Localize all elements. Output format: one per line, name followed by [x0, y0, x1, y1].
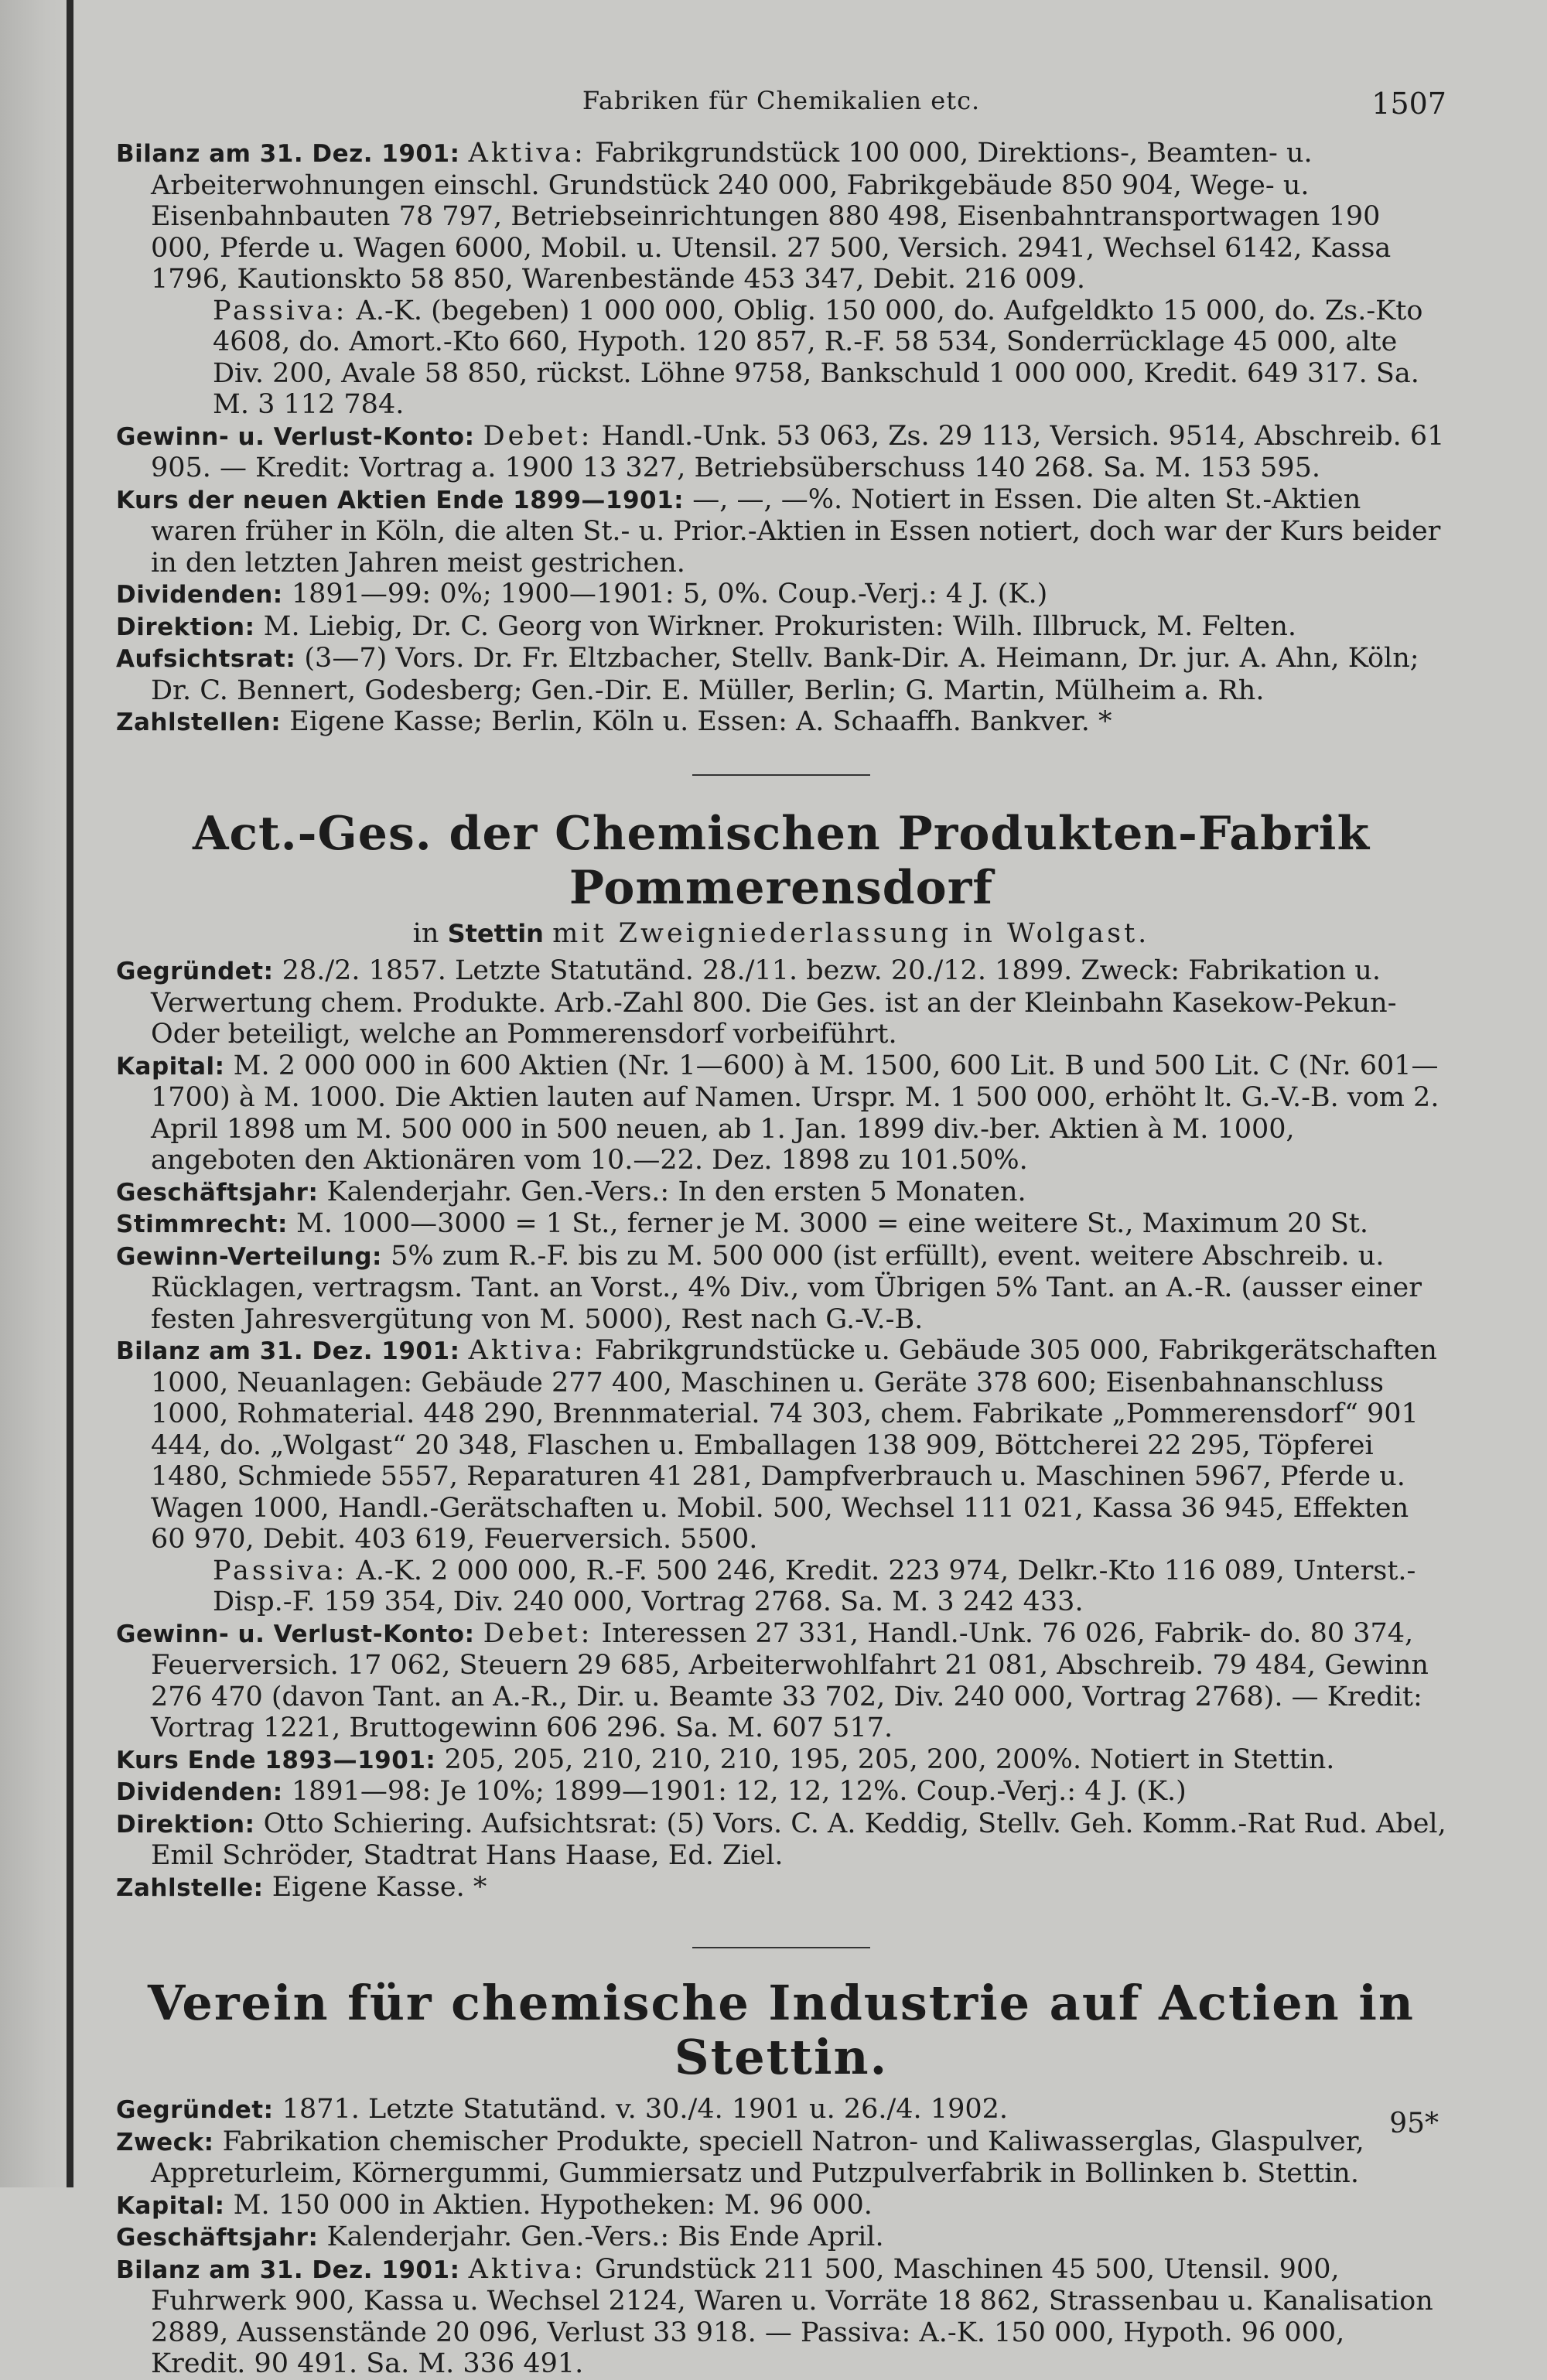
entry-paragraph — [116, 955, 1446, 1050]
entry-text: Kalenderjahr. Gen.-Vers.: Bis Ende April. — [326, 2221, 884, 2252]
entry-text: Eigene Kasse. * — [271, 1871, 487, 1903]
entry-label: Geschäftsjahr: — [116, 1178, 319, 1207]
entry-paragraph — [116, 2126, 1446, 2190]
entry-paragraph — [116, 138, 1446, 295]
entry-spaced-heading: Debet: — [483, 420, 593, 452]
entry-label: Kapital: — [116, 1052, 225, 1081]
company-title-verein: Verein für chemische Industrie auf Actien in Stettin. — [148, 1975, 1415, 2085]
entry-paragraph — [116, 579, 1446, 611]
entry-label: Gewinn-Verteilung: — [116, 1242, 382, 1271]
entry-text: Handl.-Unk. 53 063, Zs. 29 113, Versich. 9514, Abschreib. 61 905. — Kredit: Vortrag a. 1900 13 327, Betriebsüberschuss 140 268. Sa. M. 153 595. — [151, 420, 1445, 483]
entry-paragraph — [116, 706, 1446, 739]
entry-label: Bilanz am 31. Dez. 1901: — [116, 1337, 460, 1365]
entry-text: M. Liebig, Dr. C. Georg von Wirkner. Prokuristen: Wilh. Illbruck, M. Felten. — [263, 610, 1297, 642]
entry-label: Gegründet: — [116, 958, 274, 985]
entry-paragraph — [116, 421, 1446, 484]
entry-label: Stimmrecht: — [116, 1210, 288, 1238]
entry-text: M. 2 000 000 in 600 Aktien (Nr. 1—600) à M. 1500, 600 Lit. B und 500 Lit. C (Nr. 601—1700) à M. 1000. Die Aktien lauten auf Namen. Urspr. M. 1 500 000, erhöht lt. G.-V.-B. vom 2. April 1898 um M. 500 000 in 500 neuen, ab 1. Jan. 1899 div.-ber. Aktien à M. 1000, angeboten den Aktionären vom 10.—22. Dez. 1898 zu 101.50%. — [151, 1050, 1439, 1176]
company-subtitle — [116, 918, 1446, 950]
subtitle-suffix: mit Zweigniederlassung in Wolgast. — [552, 917, 1150, 949]
entry-text: Eigene Kasse; Berlin, Köln u. Essen: A. Schaaffh. Bankver. * — [289, 706, 1112, 737]
entry-label: Direktion: — [116, 1810, 255, 1839]
entry-label: Direktion: — [116, 613, 255, 641]
company-title-pommerensdorf: Act.-Ges. der Chemischen Produkten-Fabrik Pommerensdorf — [192, 806, 1371, 915]
entry-text: Kalenderjahr. Gen.-Vers.: In den ersten 5 Monaten. — [326, 1176, 1026, 1207]
entry-label: Kurs der neuen Aktien Ende 1899—1901: — [116, 486, 685, 514]
company-1-section — [116, 138, 1446, 739]
entry-text: Fabrikation chemischer Produkte, speciell Natron- und Kaliwasserglas, Glaspulver, Appreturleim, Körnergummi, Gummiersatz und Putzpulverfabrik in Bollinken b. Stettin. — [151, 2126, 1364, 2189]
entry-paragraph — [116, 1555, 1446, 1618]
entry-spaced-heading: Aktiva: — [468, 1335, 586, 1366]
entry-label: Zweck: — [116, 2128, 214, 2156]
entry-paragraph — [116, 1335, 1446, 1555]
running-title: Fabriken für Chemikalien etc. — [582, 86, 981, 115]
entry-text: M. 150 000 in Aktien. Hypotheken: M. 96 000. — [233, 2189, 873, 2221]
entry-text: Interessen 27 331, Handl.-Unk. 76 026, Fabrik- do. 80 374, Feuerversich. 17 062, Steuern 29 685, Arbeiterwohlfahrt 21 081, Abschreib. 79 484, Gewinn 276 470 (davon Tant. an A.-R., Dir. u. Beamte 33 702, Div. 240 000, Vortrag 2768). — Kredit: Vortrag 1221, Bruttogewinn 606 296. Sa. M. 607 517. — [151, 1617, 1429, 1743]
entry-label: Kurs Ende 1893—1901: — [116, 1746, 436, 1774]
entry-text: A.-K. (begeben) 1 000 000, Oblig. 150 000, do. Aufgeldkto 15 000, do. Zs.-Kto 4608, do. Amort.-Kto 660, Hypoth. 120 857, R.-F. 58 534, Sonderrücklage 45 000, alte Div. 200, Avale 58 850, rückst. Löhne 9758, Bankschuld 1 000 000, Kredit. 649 317. Sa. M. 3 112 784. — [213, 295, 1423, 420]
entry-paragraph — [116, 611, 1446, 644]
entry-label: Bilanz am 31. Dez. 1901: — [116, 2255, 460, 2284]
entry-text: Fabrikgrundstück 100 000, Direktions-, Beamten- u. Arbeiterwohnungen einschl. Grundstück 240 000, Fabrikgebäude 850 904, Wege- u. Eisenbahnbauten 78 797, Betriebseinrichtungen 880 498, Eisenbahntransportwagen 190 000, Pferde u. Wagen 6000, Mobil. u. Utensil. 27 500, Versich. 2941, Wechsel 6142, Kassa 1796, Kautionskto 58 850, Warenbestände 453 347, Debit. 216 009. — [151, 138, 1392, 295]
entry-text: 28./2. 1857. Letzte Statutänd. 28./11. bezw. 20./12. 1899. Zweck: Fabrikation u. Verwertung chem. Produkte. Arb.-Zahl 800. Die Ges. ist an der Kleinbahn Kasekow-Pekun-Oder beteiligt, welche an Pommerensdorf vorbeiführt. — [151, 955, 1397, 1050]
entry-paragraph — [116, 2094, 1446, 2126]
entry-spaced-heading: Aktiva: — [468, 138, 586, 169]
entry-paragraph — [116, 1744, 1446, 1777]
document-page — [116, 77, 1446, 2379]
book-spine — [67, 0, 73, 2187]
entry-text: 1891—99: 0%; 1900—1901: 5, 0%. Coup.-Verj.: 4 J. (K.) — [291, 579, 1048, 610]
page-header — [116, 77, 1446, 131]
entry-label: Dividenden: — [116, 581, 283, 609]
entry-paragraph — [116, 1618, 1446, 1744]
entry-paragraph — [116, 1808, 1446, 1872]
page-number: 1507 — [1371, 87, 1446, 121]
entry-label: Geschäftsjahr: — [116, 2224, 319, 2252]
entry-paragraph — [116, 643, 1446, 706]
entry-text: 1871. Letzte Statutänd. v. 30./4. 1901 u. 26./4. 1902. — [282, 2094, 1009, 2125]
entry-spaced-heading: Passiva: — [213, 295, 348, 326]
entry-paragraph — [116, 2254, 1446, 2380]
entry-spaced-heading: Passiva: — [213, 1555, 348, 1586]
entry-text: 5% zum R.-F. bis zu M. 500 000 (ist erfüllt), event. weitere Abschreib. u. Rücklagen, vertragsm. Tant. an Vorst., 4% Div., vom Übrigen 5% Tant. an A.-R. (ausser einer festen Jahresvergütung von M. 5000), Rest nach G.-V.-B. — [151, 1240, 1422, 1335]
entry-paragraph — [116, 1208, 1446, 1241]
subtitle-prefix: in — [412, 917, 439, 949]
entry-paragraph — [116, 1872, 1446, 1904]
sheet-signature: 95* — [1389, 2107, 1439, 2139]
entry-label: Dividenden: — [116, 1778, 283, 1806]
entry-paragraph — [116, 2221, 1446, 2254]
entry-text: Fabrikgrundstücke u. Gebäude 305 000, Fabrikgerätschaften 1000, Neuanlagen: Gebäude 277 400, Maschinen u. Geräte 378 600; Eisenbahnanschluss 1000, Rohmaterial. 448 290, Brennmaterial. 74 303, chem. Fabrikate „Pommerensdorf“ 901 444, do. „Wolgast“ 20 348, Flaschen u. Emballagen 138 909, Böttcherei 22 295, Töpferei 1480, Schmiede 5557, Reparaturen 41 281, Dampfverbrauch u. Maschinen 5967, Pferde u. Wagen 1000, Handl.-Gerätschaften u. Mobil. 500, Wechsel 111 021, Kassa 36 945, Effekten 60 970, Debit. 403 619, Feuerversich. 5500. — [151, 1335, 1437, 1555]
entry-text: Otto Schiering. Aufsichtsrat: (5) Vors. C. A. Keddig, Stellv. Geh. Komm.-Rat Rud. Abel, Emil Schröder, Stadtrat Hans Haase, Ed. Ziel. — [151, 1808, 1446, 1871]
entry-paragraph — [116, 1176, 1446, 1209]
section-divider — [692, 1947, 870, 1948]
entry-text: (3—7) Vors. Dr. Fr. Eltzbacher, Stellv. Bank-Dir. A. Heimann, Dr. jur. A. Ahn, Köln; Dr. C. Bennert, Godesberg; Gen.-Dir. E. Müller, Berlin; G. Martin, Mülheim a. Rh. — [151, 643, 1419, 706]
entry-text: 205, 205, 210, 210, 210, 195, 205, 200, 200%. Notiert in Stettin. — [444, 1743, 1335, 1775]
entry-paragraph — [116, 1241, 1446, 1336]
entry-label: Aufsichtsrat: — [116, 645, 296, 673]
entry-paragraph — [116, 1050, 1446, 1176]
company-2-section — [116, 955, 1446, 1904]
entry-label: Gewinn- u. Verlust-Konto: — [116, 1620, 475, 1648]
entry-spaced-heading: Debet: — [483, 1617, 593, 1649]
entry-paragraph — [116, 484, 1446, 579]
entry-label: Gegründet: — [116, 2096, 274, 2124]
section-divider — [692, 774, 870, 776]
entry-spaced-heading: Aktiva: — [468, 2253, 586, 2285]
entry-label: Bilanz am 31. Dez. 1901: — [116, 140, 460, 168]
entry-paragraph — [116, 295, 1446, 421]
entry-label: Zahlstelle: — [116, 1873, 264, 1902]
entry-label: Kapital: — [116, 2191, 225, 2220]
company-3-section — [116, 2094, 1446, 2380]
entry-text: 1891—98: Je 10%; 1899—1901: 12, 12, 12%. Coup.-Verj.: 4 J. (K.) — [291, 1776, 1187, 1807]
entry-text: —, —, —%. Notiert in Essen. Die alten St.-Aktien waren früher in Köln, die alten St.- u. Prior.-Aktien in Essen notiert, doch war der Kurs beider in den letzten Jahren meist gestrichen. — [151, 483, 1441, 579]
entry-paragraph — [116, 1776, 1446, 1808]
entry-paragraph — [116, 2190, 1446, 2222]
entry-label: Zahlstellen: — [116, 709, 282, 736]
entry-text: M. 1000—3000 = 1 St., ferner je M. 3000 = eine weitere St., Maximum 20 St. — [296, 1208, 1368, 1239]
entry-label: Gewinn- u. Verlust-Konto: — [116, 422, 475, 451]
entry-text: Grundstück 211 500, Maschinen 45 500, Utensil. 900, Fuhrwerk 900, Kassa u. Wechsel 2124, Waren u. Vorräte 18 862, Strassenbau u. Kanalisation 2889, Aussenstände 20 096, Verlust 33 918. — Passiva: A.-K. 150 000, Hypoth. 96 000, Kredit. 90 491. Sa. M. 336 491. — [151, 2253, 1433, 2379]
subtitle-city: Stettin — [447, 918, 544, 948]
entry-text: A.-K. 2 000 000, R.-F. 500 246, Kredit. 223 974, Delkr.-Kto 116 089, Unterst.-Disp.-F. 159 354, Div. 240 000, Vortrag 2768. Sa. M. 3 242 433. — [213, 1555, 1416, 1617]
page-gutter — [0, 0, 77, 2187]
